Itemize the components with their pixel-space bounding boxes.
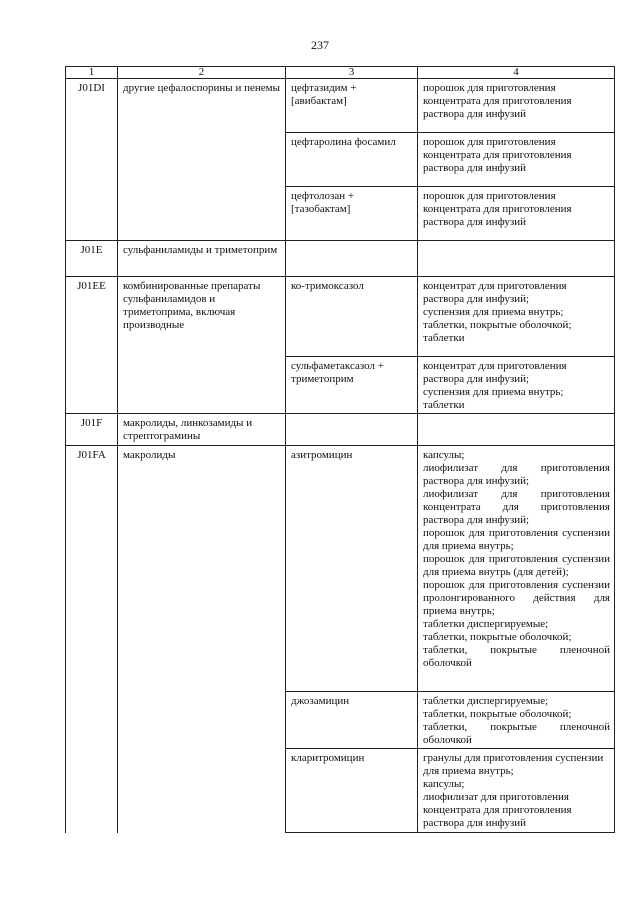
header-col-1: 1 [66,67,118,79]
drug-name-cell: цефтаролина фосамил [286,133,418,187]
group-name-cell: сульфаниламиды и триметоприм [118,241,286,277]
header-col-2: 2 [118,67,286,79]
table-row [66,277,615,357]
dosage-forms-cell: порошок для приготовления концентрата для приготовления раствора для инфузий [418,133,615,187]
table-row [66,79,615,133]
atc-code-cell: J01EE [66,277,118,414]
table-row [66,414,615,446]
dosage-forms-cell: капсулы; лиофилизат для приготовления раствора для инфузий; лиофилизат для приготовления концентрата для приготовления раствора для инфузий; порошок для приготовления суспензии для приема внутрь; порошок для приготовления суспензии для приема внутрь (для детей); порошок для приготовления суспензии пролонгированного действия для приема внутрь; таблетки диспергируемые; таблетки, покрытые оболочкой; таблетки, покрытые пленочной оболочкой [418,446,615,692]
header-col-4: 4 [418,67,615,79]
drug-name-cell: ко-тримоксазол [286,277,418,357]
drug-name-cell: цефтолозан + [тазобактам] [286,187,418,241]
group-name-cell: макролиды, линкозамиды и стрептограмины [118,414,286,446]
drug-name-cell [286,241,418,277]
table-body [66,79,615,833]
atc-code-cell: J01DI [66,79,118,241]
group-name-cell: другие цефалоспорины и пенемы [118,79,286,241]
atc-code-cell: J01FA [66,446,118,833]
dosage-forms-cell: таблетки диспергируемые; таблетки, покрытые оболочкой; таблетки, покрытые пленочной оболочкой [418,692,615,749]
drug-name-cell: кларитромицин [286,749,418,833]
page-number: 237 [311,38,329,52]
drug-table [65,66,615,833]
table-row [66,446,615,692]
dosage-forms-cell: гранулы для приготовления суспензии для приема внутрь; капсулы; лиофилизат для приготовления концентрата для приготовления раствора для инфузий [418,749,615,833]
dosage-forms-cell [418,414,615,446]
dosage-forms-cell: концентрат для приготовления раствора для инфузий; суспензия для приема внутрь; таблетки [418,357,615,414]
drug-name-cell [286,414,418,446]
atc-code-cell: J01E [66,241,118,277]
table-row [66,241,615,277]
dosage-forms-cell [418,241,615,277]
atc-code-cell: J01F [66,414,118,446]
header-row [66,67,615,79]
drug-name-cell: сульфаметаксазол + триметоприм [286,357,418,414]
drug-name-cell: джозамицин [286,692,418,749]
header-col-3: 3 [286,67,418,79]
drug-name-cell: азитромицин [286,446,418,692]
drug-name-cell: цефтазидим + [авибактам] [286,79,418,133]
dosage-forms-cell: порошок для приготовления концентрата для приготовления раствора для инфузий [418,187,615,241]
group-name-cell: макролиды [118,446,286,833]
dosage-forms-cell: концентрат для приготовления раствора для инфузий; суспензия для приема внутрь; таблетки, покрытые оболочкой; таблетки [418,277,615,357]
dosage-forms-cell: порошок для приготовления концентрата для приготовления раствора для инфузий [418,79,615,133]
group-name-cell: комбинированные препараты сульфаниламидов и триметоприма, включая производные [118,277,286,414]
